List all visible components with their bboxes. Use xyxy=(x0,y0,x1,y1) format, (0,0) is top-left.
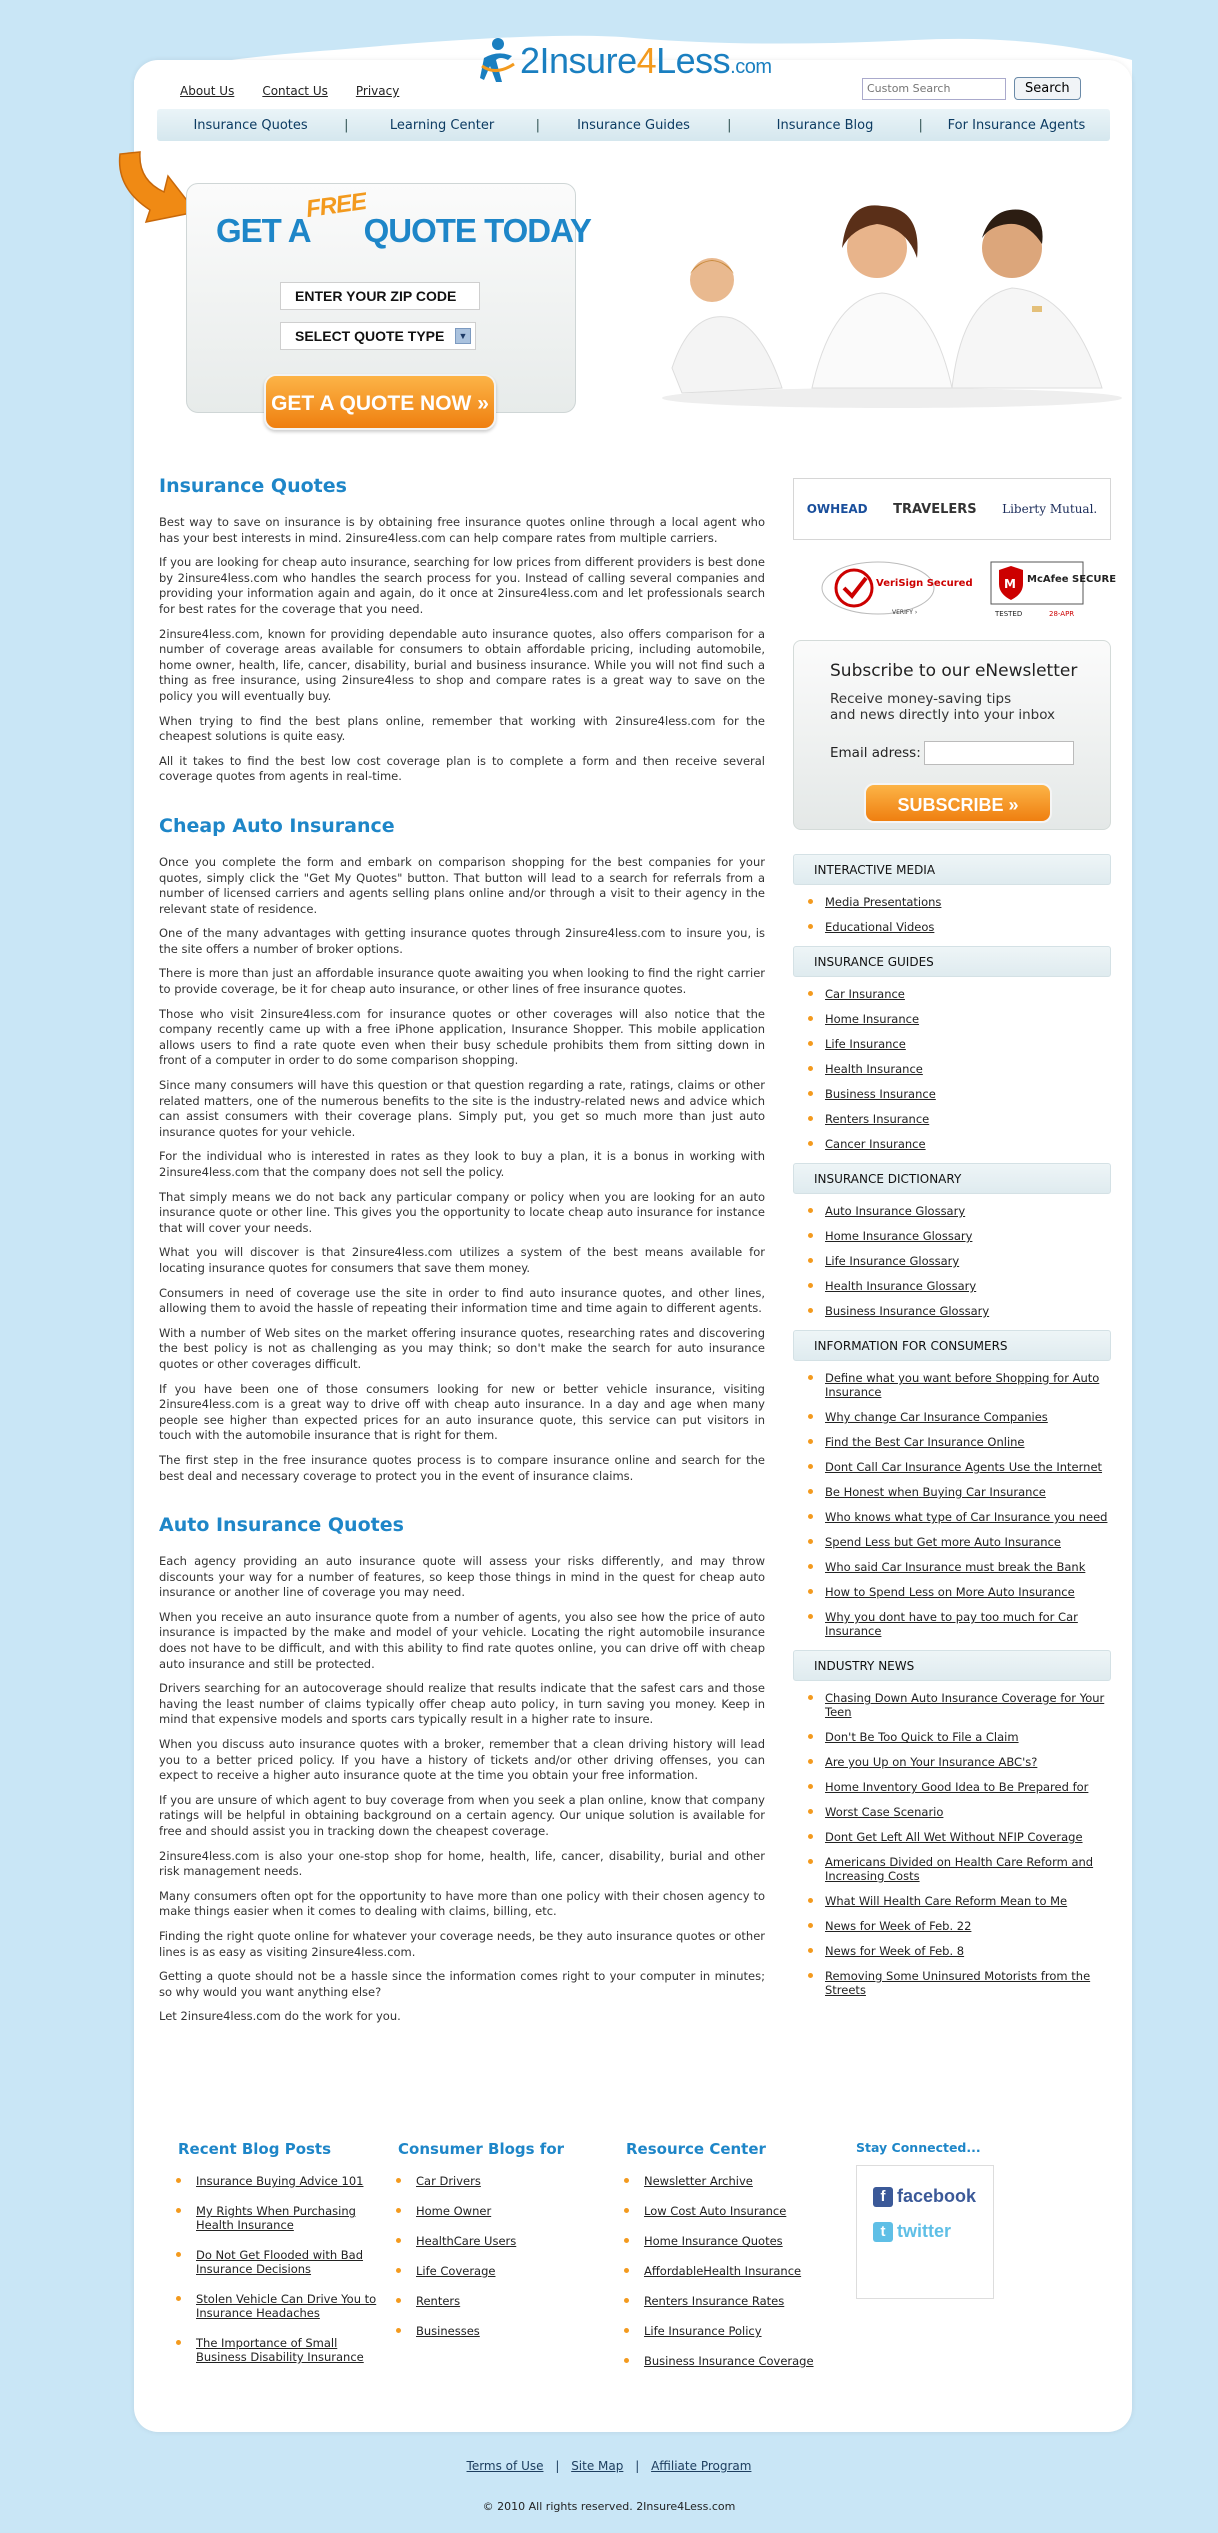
sidebar-link[interactable]: Home Insurance xyxy=(825,1012,920,1026)
paragraph: Getting a quote should not be a hassle since the information comes right to your computer in minutes; so why would you want anything else? xyxy=(159,1969,765,1999)
footer-heading: Resource Center xyxy=(626,2140,766,2158)
list-item xyxy=(813,1204,1111,1218)
sidebar-link[interactable]: Why you dont have to pay too much for Car Insurance xyxy=(825,1610,1078,1638)
paragraph: Once you complete the form and embark on comparison shopping for the best companies for your quotes, simply click the "Get My Quotes" button. That button will lead to a search for referrals from a number of licensed carriers and agents selling plans online and/or through a visit to their agency in the relevant state of residence. xyxy=(159,854,765,916)
mcafee-shield-icon xyxy=(989,560,1116,620)
search-button[interactable]: Search xyxy=(1014,77,1081,100)
sidebar-link[interactable]: What Will Health Care Reform Mean to Me xyxy=(825,1894,1068,1908)
list-item xyxy=(813,1894,1111,1908)
list-item xyxy=(813,1535,1111,1549)
footer-link[interactable]: Newsletter Archive xyxy=(644,2174,753,2188)
site-map-link[interactable]: Site Map xyxy=(571,2459,624,2473)
list-item xyxy=(626,2204,826,2218)
list-item xyxy=(398,2264,598,2278)
list-item xyxy=(813,1585,1111,1599)
stay-connected-heading: Stay Connected... xyxy=(856,2140,981,2155)
sidebar xyxy=(793,478,1116,2009)
terms-of-use-link[interactable]: Terms of Use xyxy=(466,2459,544,2473)
nav-learning-center[interactable]: Learning Center xyxy=(389,117,495,133)
paragraph: The first step in the free insurance quotes process is to compare insurance online and search for the best deal and necessary coverage to protect you in the event of insurance claims. xyxy=(159,1452,765,1483)
paragraph: 2insure4less.com, known for providing dependable auto insurance quotes, also offers comparison for a number of coverage areas available for consumers to obtain affordable pricing, including automobile, home owner, health, life, cancer, disability, burial and business insurance. While you will not find such a thing as free insurance, using 2insure4less to shop and compare rates is a great way to save on the policy you will eventually buy. xyxy=(159,626,765,703)
promo-headline: GET A FREE QUOTE TODAY xyxy=(216,187,591,249)
facebook-link[interactable]: f facebook xyxy=(873,2186,983,2207)
sidebar-link[interactable]: Worst Case Scenario xyxy=(825,1805,944,1819)
list-item xyxy=(813,1830,1111,1844)
search-input[interactable] xyxy=(862,78,1006,100)
paragraph: Those who visit 2insure4less.com for insurance quotes or other coverages will also notice that the company recently came up with a free iPhone application, Insurance Shopper. This mobile application allows users to find a rate quote even when their busy schedule prohibits them from sitting down in front of a computer in order to do some comparison shopping. xyxy=(159,1006,765,1068)
sidebar-link[interactable]: Don't Be Too Quick to File a Claim xyxy=(825,1730,1019,1744)
sidebar-link[interactable]: Business Insurance xyxy=(825,1087,936,1101)
top-links xyxy=(180,84,399,98)
about-us-link[interactable]: About Us xyxy=(180,84,235,98)
verisign-check-icon xyxy=(820,560,973,620)
paragraph: For the individual who is interested in rates as they look to buy a plan, it is a bonus in working with 2insure4less.com that the company does not sell the policy. xyxy=(159,1149,765,1179)
list-item xyxy=(813,1560,1111,1574)
newsletter-box xyxy=(793,640,1111,830)
footer-link[interactable]: Life Coverage xyxy=(416,2264,496,2278)
footer-link[interactable]: Home Insurance Quotes xyxy=(644,2234,783,2248)
svg-text:McAfee SECURE: McAfee SECURE xyxy=(1026,574,1116,585)
sidebar-link[interactable]: Dont Get Left All Wet Without NFIP Coverage xyxy=(825,1830,1083,1844)
paragraph: When trying to find the best plans online, remember that working with 2insure4less.com for the cheapest solutions is quite easy. xyxy=(159,713,765,744)
list-item xyxy=(813,1755,1111,1769)
list-item xyxy=(398,2204,598,2218)
footer-link[interactable]: Businesses xyxy=(416,2324,480,2338)
list-item xyxy=(813,1805,1111,1819)
recent-blog-posts xyxy=(178,2140,378,2380)
sidebar-link[interactable]: Auto Insurance Glossary xyxy=(825,1204,966,1218)
nav-insurance-quotes[interactable]: Insurance Quotes xyxy=(193,117,308,133)
list-item xyxy=(626,2324,826,2338)
nav-insurance-guides[interactable]: Insurance Guides xyxy=(577,117,690,133)
sidebar-link[interactable]: Business Insurance Glossary xyxy=(825,1304,990,1318)
sidebar-link[interactable]: News for Week of Feb. 8 xyxy=(825,1944,965,1958)
sidebar-link[interactable]: Life Insurance Glossary xyxy=(825,1254,960,1268)
list-item xyxy=(813,1691,1111,1719)
contact-us-link[interactable]: Contact Us xyxy=(262,84,328,98)
list-item xyxy=(813,1304,1111,1318)
insurance-dictionary-box xyxy=(793,1163,1111,1318)
list-item xyxy=(813,1919,1111,1933)
list-item xyxy=(813,1730,1111,1744)
box-header: INDUSTRY NEWS xyxy=(793,1650,1111,1681)
twitter-icon: t xyxy=(873,2222,893,2242)
paragraph: Drivers searching for an autocoverage should realize that results indicate that the safest cars and those having the least number of claims typically offer cheap auto policy, in turn saving you money. Keep in mind that expensive models and sports cars typically result in a higher rate to insure. xyxy=(159,1681,765,1727)
list-item xyxy=(398,2294,598,2308)
resource-center xyxy=(626,2140,826,2384)
paragraph: Many consumers often opt for the opportunity to have more than one policy with their chosen agency to make things easier when it comes to dealing with claims, billing, etc. xyxy=(159,1888,765,1919)
list-item xyxy=(813,920,1111,934)
nav-separator: | xyxy=(727,117,732,133)
zip-code-input[interactable]: ENTER YOUR ZIP CODE xyxy=(280,282,480,310)
sidebar-link[interactable]: Be Honest when Buying Car Insurance xyxy=(825,1485,1046,1499)
list-item xyxy=(178,2204,378,2232)
paragraph: Each agency providing an auto insurance quote will assess your risks differently, and may throw discounts your way for a number of features, so keep those things in mind in the quest for cheap auto insurance or another line of coverage you may need. xyxy=(159,1554,765,1600)
footer-link[interactable]: My Rights When Purchasing Health Insurance xyxy=(196,2204,356,2232)
list-item xyxy=(813,1780,1111,1794)
paragraph: What you will discover is that 2insure4less.com utilizes a system of the best means available for locating insurance quotes for consumers that save them money. xyxy=(159,1245,765,1275)
subscribe-button[interactable]: SUBSCRIBE » xyxy=(864,783,1052,823)
list-item xyxy=(813,1969,1111,1997)
sidebar-link[interactable]: Home Inventory Good Idea to Be Prepared for xyxy=(825,1780,1089,1794)
list-item xyxy=(813,1012,1111,1026)
affiliate-program-link[interactable]: Affiliate Program xyxy=(651,2459,752,2473)
footer-link[interactable]: The Importance of Small Business Disability Insurance xyxy=(196,2336,364,2364)
sidebar-link[interactable]: Removing Some Uninsured Motorists from the Streets xyxy=(825,1969,1091,1997)
list-item xyxy=(813,1410,1111,1424)
footer-link[interactable]: Insurance Buying Advice 101 xyxy=(196,2174,364,2188)
list-item xyxy=(178,2248,378,2276)
nav-separator: | xyxy=(535,117,540,133)
sidebar-link[interactable]: Who knows what type of Car Insurance you need xyxy=(825,1510,1108,1524)
list-item xyxy=(813,1610,1111,1638)
list-item xyxy=(813,1371,1111,1399)
section-title: Cheap Auto Insurance xyxy=(159,814,395,837)
footer-link[interactable]: Car Drivers xyxy=(416,2174,481,2188)
sidebar-link[interactable]: Media Presentations xyxy=(825,895,942,909)
paragraph: One of the many advantages with getting insurance quotes through 2insure4less.com to insure you, is the site offers a number of broker options. xyxy=(159,926,765,956)
list-item xyxy=(178,2174,378,2188)
paragraph: Finding the right quote online for whatever your coverage needs, be they auto insurance quotes or other lines is as easy as visiting 2insure4less.com. xyxy=(159,1928,765,1959)
footer-heading: Recent Blog Posts xyxy=(178,2140,332,2158)
list-item xyxy=(813,1112,1111,1126)
sidebar-link[interactable]: Educational Videos xyxy=(825,920,935,934)
footer-link[interactable]: Low Cost Auto Insurance xyxy=(644,2204,787,2218)
social-box xyxy=(856,2165,994,2299)
quote-type-select[interactable]: SELECT QUOTE TYPE ▼ xyxy=(280,322,476,350)
list-item xyxy=(178,2292,378,2320)
list-item xyxy=(813,1229,1111,1243)
verisign-badge[interactable] xyxy=(820,560,973,620)
section-title: Insurance Quotes xyxy=(159,475,347,497)
family-photo xyxy=(632,188,1110,410)
svg-text:VeriSign Secured: VeriSign Secured xyxy=(875,578,973,589)
svg-text:M: M xyxy=(1003,577,1016,591)
industry-news-box xyxy=(793,1650,1111,1997)
footer-heading: Consumer Blogs for xyxy=(398,2140,565,2158)
list-item xyxy=(813,1062,1111,1076)
list-item xyxy=(813,895,1111,909)
stay-connected xyxy=(856,2140,994,2299)
search-form xyxy=(862,77,1081,100)
sidebar-link[interactable]: Why change Car Insurance Companies xyxy=(825,1410,1048,1424)
sidebar-link[interactable]: Define what you want before Shopping for Auto Insurance xyxy=(825,1371,1100,1399)
list-item xyxy=(813,1279,1111,1293)
list-item xyxy=(813,1510,1111,1524)
svg-text:VERIFY ›: VERIFY › xyxy=(891,609,917,616)
newsletter-title: Subscribe to our eNewsletter xyxy=(830,661,1078,681)
list-item xyxy=(813,1435,1111,1449)
list-item xyxy=(813,1855,1111,1883)
liberty-mutual-logo: Liberty Mutual. xyxy=(1002,502,1098,516)
paragraph: 2insure4less.com is also your one-stop shop for home, health, life, cancer, disability, burial and other risk management needs. xyxy=(159,1848,765,1879)
footer-link[interactable]: HealthCare Users xyxy=(416,2234,517,2248)
facebook-icon: f xyxy=(873,2187,893,2207)
list-item xyxy=(626,2234,826,2248)
paragraph: With a number of Web sites on the market offering insurance quotes, researching rates and discovering the best policy is not as challenging as you may think; so don't make the search for auto insurance quotes or other coverages difficult. xyxy=(159,1325,765,1371)
partner-logo: OWHEAD xyxy=(806,502,868,516)
list-item xyxy=(813,1254,1111,1268)
link-separator: | xyxy=(555,2459,560,2473)
list-item xyxy=(813,1137,1111,1151)
trust-badges xyxy=(793,560,1116,620)
interactive-media-box xyxy=(793,854,1111,934)
sidebar-link[interactable]: Cancer Insurance xyxy=(825,1137,926,1151)
nav-separator: | xyxy=(344,117,349,133)
sidebar-link[interactable]: Are you Up on Your Insurance ABC's? xyxy=(825,1755,1038,1769)
list-item xyxy=(813,1944,1111,1958)
sidebar-link[interactable]: News for Week of Feb. 22 xyxy=(825,1919,972,1933)
newsletter-subtitle: Receive money-saving tips and news directly into your inbox xyxy=(830,691,1056,723)
footer-link[interactable]: Life Insurance Policy xyxy=(644,2324,762,2338)
sidebar-link[interactable]: Car Insurance xyxy=(825,987,905,1001)
paragraph: When you receive an auto insurance quote from a number of agents, you also see how the price of auto insurance is impacted by the make and model of your vehicle. Locating the right automobile insurance does not have to be difficult, and with this ability to find rate quotes online, you can drive off with cheap auto insurance and still be protected. xyxy=(159,1609,765,1671)
paragraph: If you are unsure of which agent to buy coverage from when you seek a plan online, know that company ratings will be helpful in obtaining background on a certain agency. Our unique solution is available for free and should assist you in tracking down the cheapest coverage. xyxy=(159,1792,765,1838)
footer-link[interactable]: Business Insurance Coverage xyxy=(644,2354,814,2368)
sidebar-link[interactable]: Dont Call Car Insurance Agents Use the Internet xyxy=(825,1460,1103,1474)
list-item xyxy=(626,2264,826,2278)
list-item xyxy=(813,1460,1111,1474)
box-header: INTERACTIVE MEDIA xyxy=(793,854,1111,885)
insurance-guides-box xyxy=(793,946,1111,1151)
email-field[interactable] xyxy=(924,741,1074,765)
consumer-blogs xyxy=(398,2140,598,2354)
box-header: INSURANCE DICTIONARY xyxy=(793,1163,1111,1194)
list-item xyxy=(398,2324,598,2338)
sidebar-link[interactable]: Life Insurance xyxy=(825,1037,906,1051)
list-item xyxy=(626,2354,826,2368)
paragraph: There is more than just an affordable insurance quote awaiting you when looking to find the right carrier to provide coverage, be it for cheap auto insurance, or other lines of free insurance quotes. xyxy=(159,966,765,997)
consumer-info-box xyxy=(793,1330,1111,1638)
footer-link[interactable]: Home Owner xyxy=(416,2204,492,2218)
sidebar-link[interactable]: Home Insurance Glossary xyxy=(825,1229,973,1243)
sidebar-link[interactable]: Health Insurance xyxy=(825,1062,923,1076)
footer-link[interactable]: AffordableHealth Insurance xyxy=(644,2264,802,2278)
chevron-down-icon: ▼ xyxy=(455,328,471,344)
nav-for-insurance-agents[interactable]: For Insurance Agents xyxy=(947,117,1086,133)
nav-insurance-blog[interactable]: Insurance Blog xyxy=(776,117,874,133)
main-content xyxy=(159,475,765,2034)
section-title: Auto Insurance Quotes xyxy=(159,1514,404,1537)
paragraph: All it takes to find the best low cost coverage plan is to complete a form and then receive several coverage quotes from agents in real-time. xyxy=(159,753,765,784)
logo-figure-icon xyxy=(478,36,516,86)
list-item xyxy=(813,1037,1111,1051)
sidebar-link[interactable]: Chasing Down Auto Insurance Coverage for Your Teen xyxy=(825,1691,1105,1719)
paragraph: Best way to save on insurance is by obtaining free insurance quotes online through a local agent who has your best interests in mind. 2insure4less.com can help compare rates from multiple carriers. xyxy=(159,515,765,545)
list-item xyxy=(813,1087,1111,1101)
sidebar-link[interactable]: Renters Insurance xyxy=(825,1112,930,1126)
list-item xyxy=(398,2234,598,2248)
paragraph: Let 2insure4less.com do the work for you. xyxy=(159,2009,401,2024)
mcafee-badge[interactable] xyxy=(989,560,1116,620)
sidebar-link[interactable]: How to Spend Less on More Auto Insurance xyxy=(825,1585,1075,1599)
svg-text:28-APR: 28-APR xyxy=(1048,610,1074,618)
footer-link[interactable]: Renters Insurance Rates xyxy=(644,2294,785,2308)
list-item xyxy=(626,2294,826,2308)
box-header: INSURANCE GUIDES xyxy=(793,946,1111,977)
list-item xyxy=(398,2174,598,2188)
sidebar-link[interactable]: Spend Less but Get more Auto Insurance xyxy=(825,1535,1061,1549)
main-nav xyxy=(157,109,1110,141)
site-logo[interactable] xyxy=(478,36,772,86)
logo-text: 2Insure4Less.com xyxy=(520,40,772,81)
paragraph: Consumers in need of coverage use the site in order to find auto insurance quotes, and other lines, allowing them to avoid the hassle of repeating their information time and time again to different agents. xyxy=(159,1285,765,1316)
footer-link[interactable]: Stolen Vehicle Can Drive You to Insurance Headaches xyxy=(196,2292,377,2320)
list-item xyxy=(813,1485,1111,1499)
privacy-link[interactable]: Privacy xyxy=(355,84,400,98)
link-separator: | xyxy=(635,2459,640,2473)
twitter-link[interactable]: t twitter xyxy=(873,2221,983,2242)
footer-link[interactable]: Do Not Get Flooded with Bad Insurance Decisions xyxy=(196,2248,364,2276)
svg-text:TESTED: TESTED xyxy=(994,610,1022,618)
sidebar-link[interactable]: Who said Car Insurance must break the Bank xyxy=(825,1560,1086,1574)
sidebar-link[interactable]: Find the Best Car Insurance Online xyxy=(825,1435,1025,1449)
paragraph: When you discuss auto insurance quotes with a broker, remember that a clean driving history will lead you to a better priced policy. If you have a history of tickets and/or other driving offenses, you can expect to receive a higher auto insurance quote at the time you obtain your free information. xyxy=(159,1737,765,1783)
list-item xyxy=(626,2174,826,2188)
list-item xyxy=(178,2336,378,2364)
paragraph: If you have been one of those consumers looking for new or better vehicle insurance, visiting 2insure4less.com is a great way to drive off with cheap auto insurance. In a day and age when many people see higher than expected prices for an auto insurance quote, this service can put visitors in touch with the automobile insurance that is right for them. xyxy=(159,1381,765,1443)
box-header: INFORMATION FOR CONSUMERS xyxy=(793,1330,1111,1361)
copyright: © 2010 All rights reserved. 2Insure4Less.com xyxy=(482,2500,736,2513)
paragraph: That simply means we do not back any particular company or policy when you are looking for an auto insurance quote or other line. This gives you the opportunity to locate cheap auto insurance for instance that will cover your needs. xyxy=(159,1189,765,1235)
sidebar-link[interactable]: Americans Divided on Health Care Reform and Increasing Costs xyxy=(825,1855,1094,1883)
bottom-links xyxy=(0,2459,1218,2473)
get-quote-button[interactable]: GET A QUOTE NOW » xyxy=(264,374,496,430)
paragraph: If you are looking for cheap auto insurance, searching for low prices from different providers is best done by 2insure4less.com who handles the search process for you. Instead of calling several companies and providing your information again and again, do it once at 2insure4less.com and let professionals search for best rates for the coverage that you need. xyxy=(159,555,765,616)
nav-separator: | xyxy=(918,117,923,133)
paragraph: Since many consumers will have this question or that question regarding a rate, ratings, claims or other related matters, one of the numerous benefits to the site is the industry-related news and advice which can assist consumers with their coverage plans. Simply put, you get so much more than just auto insurance quotes for your vehicle. xyxy=(159,1078,765,1139)
footer-columns xyxy=(174,2140,1094,2400)
partner-logos xyxy=(793,478,1111,540)
email-label: Email adress: xyxy=(830,745,921,761)
list-item xyxy=(813,987,1111,1001)
travelers-logo: TRAVELERS xyxy=(893,501,977,517)
footer-link[interactable]: Renters xyxy=(416,2294,461,2308)
sidebar-link[interactable]: Health Insurance Glossary xyxy=(825,1279,977,1293)
